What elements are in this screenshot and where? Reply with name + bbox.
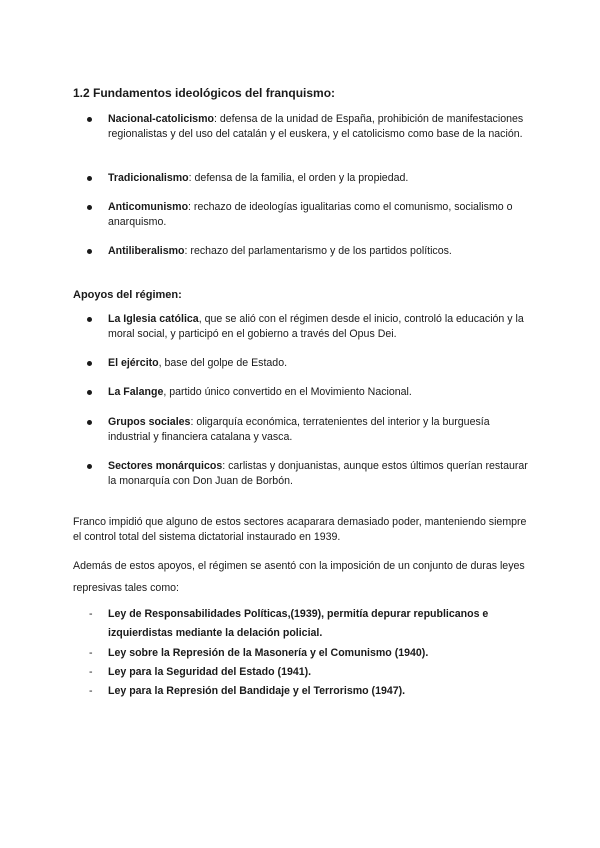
item-text: Ley para la Represión del Bandidaje y el Terrorismo (1947). <box>108 685 406 697</box>
list-item <box>89 644 528 663</box>
paragraph: Franco impidió que alguno de estos sectores acaparara demasiado poder, manteniendo siempre el control total del sistema dictatorial instaurado en 1939. <box>73 516 527 543</box>
list-item <box>108 244 528 259</box>
item-term: Anticomunismo <box>108 201 189 213</box>
bullet-icon <box>87 249 92 254</box>
item-text: , que se alió con el régimen desde el inicio, controló la educación y la moral social, y participó en el gobierno a través del Opus Dei. <box>108 313 524 340</box>
item-text: : defensa de la familia, el orden y la propiedad. <box>188 172 409 184</box>
bullet-icon <box>87 205 92 210</box>
item-term: Nacional-catolicismo <box>108 113 214 125</box>
list-item <box>108 200 528 230</box>
item-text: Ley de Responsabilidades Políticas,(1939), permitía depurar republicanos e izquierdistas mediante la delación policial. <box>108 608 489 639</box>
item-text: : carlistas y donjuanistas, aunque estos últimos querían restaurar la monarquía con Don Juan de Borbón. <box>108 460 528 487</box>
dash-marker: - <box>89 685 93 697</box>
apoyos-title: Apoyos del régimen: <box>73 289 182 301</box>
item-text: : oligarquía económica, terratenientes del interior y la burguesía industrial y financiera catalana y vasca. <box>108 416 490 443</box>
bullet-icon <box>87 176 92 181</box>
list-item <box>108 112 528 142</box>
item-text: , base del golpe de Estado. <box>158 357 288 369</box>
bullet-icon <box>87 420 92 425</box>
list-item <box>108 385 528 400</box>
item-term: La Iglesia católica <box>108 313 199 325</box>
list-item <box>108 415 528 445</box>
item-term: Sectores monárquicos <box>108 460 223 472</box>
list-item <box>89 605 528 643</box>
item-term: Grupos sociales <box>108 416 191 428</box>
item-text: : rechazo del parlamentarismo y de los partidos políticos. <box>184 245 452 257</box>
item-term: Tradicionalismo <box>108 172 189 184</box>
list-item <box>108 356 528 371</box>
list-item <box>89 663 528 682</box>
paragraph: Además de estos apoyos, el régimen se asentó con la imposición de un conjunto de duras leyes represivas tales como: <box>73 560 525 594</box>
dash-marker: - <box>89 647 93 659</box>
section-title: 1.2 Fundamentos ideológicos del franquismo: <box>73 86 336 100</box>
bullet-icon <box>87 361 92 366</box>
list-item <box>108 459 528 489</box>
item-text: , partido único convertido en el Movimiento Nacional. <box>163 386 412 398</box>
item-text: : defensa de la unidad de España, prohibición de manifestaciones regionalistas y del uso del catalán y el euskera, y el catolicismo como base de la nación. <box>108 113 524 140</box>
bullet-icon <box>87 464 92 469</box>
item-text: : rechazo de ideologías igualitarias como el comunismo, socialismo o anarquismo. <box>108 201 513 228</box>
list-item <box>108 171 528 186</box>
bullet-icon <box>87 390 92 395</box>
dash-marker: - <box>89 608 93 620</box>
bullet-icon <box>87 117 92 122</box>
dash-marker: - <box>89 666 93 678</box>
list-item <box>89 682 528 701</box>
item-term: La Falange <box>108 386 164 398</box>
list-item <box>108 312 528 342</box>
item-text: Ley sobre la Represión de la Masonería y el Comunismo (1940). <box>108 647 429 659</box>
bullet-icon <box>87 317 92 322</box>
item-text: Ley para la Seguridad del Estado (1941). <box>108 666 312 678</box>
item-term: El ejército <box>108 357 159 369</box>
item-term: Antiliberalismo <box>108 245 185 257</box>
